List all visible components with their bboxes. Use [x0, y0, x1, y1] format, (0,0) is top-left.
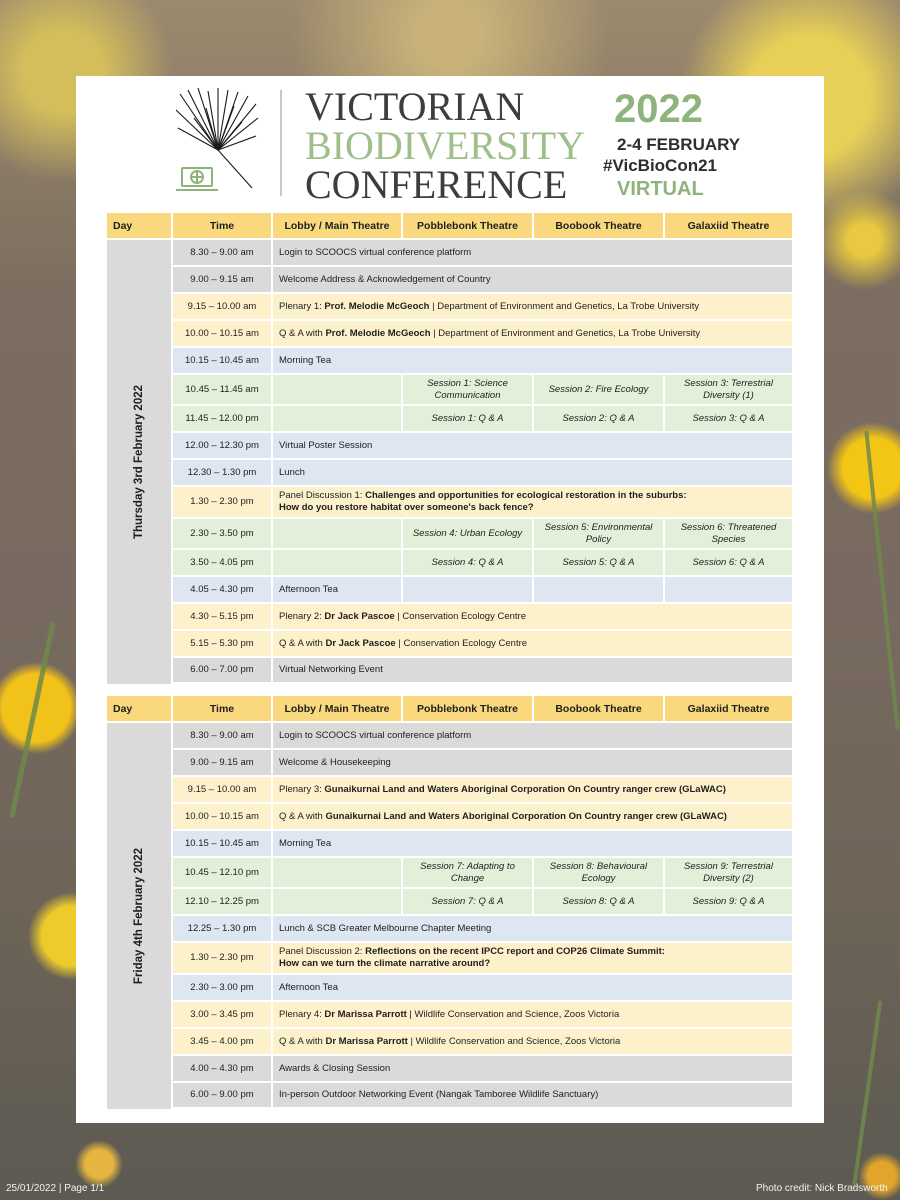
session-time: 4.05 – 4.30 pm: [173, 577, 273, 604]
session-speaker: Reflections on the recent IPCC report and COP26 Climate Summit:: [365, 946, 665, 957]
schedule-row: [173, 487, 794, 519]
pobblebonk-session: Session 4: Urban Ecology: [403, 519, 534, 550]
lobby-cell: [273, 889, 403, 916]
session-speaker: Challenges and opportunities for ecological restoration in the suburbs:: [365, 490, 687, 501]
session-time: 1.30 – 2.30 pm: [173, 487, 273, 519]
session-description-text: Morning Tea: [279, 354, 332, 366]
session-description-text: Welcome & Housekeeping: [279, 756, 391, 768]
schedule-row: [173, 460, 794, 487]
session-time: 10.45 – 12.10 pm: [173, 858, 273, 889]
session-time: 12.25 – 1.30 pm: [173, 916, 273, 943]
session-time: 10.00 – 10.15 am: [173, 321, 273, 348]
session-time: 6.00 – 9.00 pm: [173, 1083, 273, 1109]
session-description: [273, 487, 794, 519]
session-description-text: Plenary 4: Dr Marissa Parrott | Wildlife Conservation and Science, Zoos Victoria: [279, 1008, 620, 1020]
session-subtitle: How do you restore habitat over someone's back fence?: [279, 502, 534, 513]
schedule-row: [173, 1056, 794, 1083]
session-speaker: Dr Jack Pascoe: [324, 610, 395, 622]
table-header-row: [107, 213, 794, 240]
schedule-row: [173, 889, 794, 916]
session-description: [273, 1002, 794, 1029]
session-time: 8.30 – 9.00 am: [173, 240, 273, 267]
session-description: [273, 460, 794, 487]
column-header-lobby: Lobby / Main Theatre: [273, 213, 403, 240]
schedule-row: [173, 294, 794, 321]
schedule-row: [173, 1002, 794, 1029]
session-description: [273, 267, 794, 294]
session-time: 10.15 – 10.45 am: [173, 831, 273, 858]
session-time: 5.15 – 5.30 pm: [173, 631, 273, 658]
session-time: 1.30 – 2.30 pm: [173, 943, 273, 975]
session-subtitle: How can we turn the climate narrative around?: [279, 958, 491, 969]
galaxiid-session: Session 6: Threatened Species: [665, 519, 794, 550]
schedule-row: [173, 348, 794, 375]
session-description: [273, 943, 794, 975]
schedule-row: [173, 831, 794, 858]
session-time: 3.45 – 4.00 pm: [173, 1029, 273, 1056]
session-speaker: Gunaikurnai Land and Waters Aboriginal Corporation On Country ranger crew (GLaWAC): [324, 783, 726, 795]
session-time: 9.15 – 10.00 am: [173, 294, 273, 321]
schedule-row: [173, 777, 794, 804]
pobblebonk-session: Session 7: Adapting to Change: [403, 858, 534, 889]
schedule-row: [173, 723, 794, 750]
session-speaker: Dr Marissa Parrott: [325, 1035, 408, 1047]
session-description-text: Q & A with Prof. Melodie McGeoch | Department of Environment and Genetics, La Trobe University: [279, 327, 701, 339]
session-description: [273, 321, 794, 348]
session-time: 12.30 – 1.30 pm: [173, 460, 273, 487]
session-description-text: Panel Discussion 2: Reflections on the recent IPCC report and COP26 Climate Summit: How can we turn the climate narrative around?: [279, 946, 665, 969]
session-description-text: Login to SCOOCS virtual conference platform: [279, 729, 472, 741]
schedule-row: [173, 375, 794, 406]
session-time: 2.30 – 3.00 pm: [173, 975, 273, 1002]
schedule-row: [173, 1083, 794, 1109]
column-header-pobblebonk: Pobblebonk Theatre: [403, 213, 534, 240]
session-description: [273, 750, 794, 777]
boobook-session: Session 5: Environmental Policy: [534, 519, 665, 550]
session-speaker: Prof. Melodie McGeoch: [324, 300, 430, 312]
conference-year: 2022: [614, 87, 703, 131]
session-time: 8.30 – 9.00 am: [173, 723, 273, 750]
column-header-day: Day: [107, 696, 173, 723]
session-description: [273, 1029, 794, 1056]
session-description: [273, 916, 794, 943]
schedule-row: [173, 577, 794, 604]
conference-logo-icon: [176, 88, 260, 194]
column-header-boobook: Boobook Theatre: [534, 213, 665, 240]
boobook-session: Session 5: Q & A: [534, 550, 665, 577]
session-time: 4.00 – 4.30 pm: [173, 1056, 273, 1083]
session-description: [273, 777, 794, 804]
session-description: [273, 723, 794, 750]
lobby-cell: [273, 858, 403, 889]
session-time: 12.10 – 12.25 pm: [173, 889, 273, 916]
session-time: 10.00 – 10.15 am: [173, 804, 273, 831]
pobblebonk-session: [403, 577, 534, 604]
column-header-day: Day: [107, 213, 173, 240]
session-description-text: In-person Outdoor Networking Event (Nangak Tamboree Wildlife Sanctuary): [279, 1089, 599, 1100]
pobblebonk-session: Session 7: Q & A: [403, 889, 534, 916]
session-time: 11.45 – 12.00 pm: [173, 406, 273, 433]
column-header-boobook: Boobook Theatre: [534, 696, 665, 723]
schedule-rows: [173, 240, 794, 684]
session-description: [273, 1083, 794, 1109]
session-description-text: Virtual Networking Event: [279, 664, 383, 675]
galaxiid-session: Session 9: Terrestrial Diversity (2): [665, 858, 794, 889]
schedule-row: [173, 1029, 794, 1056]
header-divider: [280, 90, 282, 196]
column-header-galaxiid: Galaxiid Theatre: [665, 696, 794, 723]
session-description: [273, 658, 794, 684]
session-speaker: Dr Marissa Parrott: [324, 1008, 407, 1020]
schedule-row: [173, 750, 794, 777]
galaxiid-session: [665, 577, 794, 604]
session-description: [273, 831, 794, 858]
session-description-text: Afternoon Tea: [279, 981, 338, 993]
lobby-cell: Afternoon Tea: [273, 577, 403, 604]
schedule-rows: [173, 723, 794, 1109]
pobblebonk-session: Session 1: Science Communication: [403, 375, 534, 406]
galaxiid-session: Session 3: Q & A: [665, 406, 794, 433]
schedule-row: [173, 916, 794, 943]
title-line-1: VICTORIAN: [305, 84, 525, 129]
session-description: [273, 348, 794, 375]
boobook-session: Session 2: Fire Ecology: [534, 375, 665, 406]
lobby-cell: [273, 550, 403, 577]
footer-date-page: 25/01/2022 | Page 1/1: [6, 1183, 105, 1194]
boobook-session: Session 8: Behavioural Ecology: [534, 858, 665, 889]
schedule-row: [173, 631, 794, 658]
column-header-pobblebonk: Pobblebonk Theatre: [403, 696, 534, 723]
conference-dates: 2-4 FEBRUARY: [617, 135, 741, 154]
session-time: 9.00 – 9.15 am: [173, 267, 273, 294]
session-description-text: Login to SCOOCS virtual conference platform: [279, 246, 472, 258]
session-description-text: Plenary 2: Dr Jack Pascoe | Conservation Ecology Centre: [279, 610, 526, 622]
day-label: Thursday 3rd February 2022: [133, 384, 145, 540]
session-description-text: Q & A with Gunaikurnai Land and Waters Aboriginal Corporation On Country ranger crew (GLaWAC): [279, 810, 727, 822]
session-description: [273, 975, 794, 1002]
schedule-row: [173, 943, 794, 975]
schedule-row: [173, 858, 794, 889]
footer-photo-credit: Photo credit: Nick Bradsworth: [756, 1183, 888, 1194]
session-description: [273, 240, 794, 267]
session-description-text: Q & A with Dr Jack Pascoe | Conservation Ecology Centre: [279, 637, 528, 649]
schedule-row: [173, 519, 794, 550]
background-flower-stem: [852, 1001, 882, 1190]
session-description: [273, 804, 794, 831]
galaxiid-session: Session 6: Q & A: [665, 550, 794, 577]
session-description: [273, 433, 794, 460]
schedule-row: [173, 240, 794, 267]
day-label: Friday 4th February 2022: [133, 847, 145, 985]
schedule-row: [173, 804, 794, 831]
session-description-text: Awards & Closing Session: [279, 1062, 391, 1074]
session-time: 2.30 – 3.50 pm: [173, 519, 273, 550]
boobook-session: Session 8: Q & A: [534, 889, 665, 916]
session-description-text: Morning Tea: [279, 837, 332, 849]
background-flower-stem: [864, 431, 899, 730]
day-label-column: [107, 723, 173, 1109]
session-description: [273, 1056, 794, 1083]
pobblebonk-session: Session 1: Q & A: [403, 406, 534, 433]
session-speaker: Prof. Melodie McGeoch: [325, 327, 431, 339]
session-time: 12.00 – 12.30 pm: [173, 433, 273, 460]
session-time: 6.00 – 7.00 pm: [173, 658, 273, 684]
lobby-cell: [273, 406, 403, 433]
schedule-row: [173, 267, 794, 294]
pobblebonk-session: Session 4: Q & A: [403, 550, 534, 577]
session-time: 9.00 – 9.15 am: [173, 750, 273, 777]
session-time: 9.15 – 10.00 am: [173, 777, 273, 804]
session-description: [273, 631, 794, 658]
background-flower-stem: [9, 622, 55, 819]
session-speaker: Dr Jack Pascoe: [325, 637, 396, 649]
lobby-cell: [273, 519, 403, 550]
conference-hashtag: #VicBioCon21: [603, 156, 718, 175]
schedule-row: [173, 321, 794, 348]
schedule-row: [173, 550, 794, 577]
boobook-session: Session 2: Q & A: [534, 406, 665, 433]
session-description-text: Plenary 1: Prof. Melodie McGeoch | Department of Environment and Genetics, La Trobe University: [279, 300, 700, 312]
column-header-lobby: Lobby / Main Theatre: [273, 696, 403, 723]
schedule-row: [173, 433, 794, 460]
title-line-2: BIODIVERSITY: [305, 123, 585, 168]
day-label-column: [107, 240, 173, 684]
session-time: 4.30 – 5.15 pm: [173, 604, 273, 631]
session-time: 10.45 – 11.45 am: [173, 375, 273, 406]
session-time: 3.50 – 4.05 pm: [173, 550, 273, 577]
column-header-time: Time: [173, 696, 273, 723]
thursday-schedule-table: [107, 213, 794, 682]
schedule-row: [173, 604, 794, 631]
session-description-text: Q & A with Dr Marissa Parrott | Wildlife Conservation and Science, Zoos Victoria: [279, 1035, 621, 1047]
session-description-text: Lunch & SCB Greater Melbourne Chapter Meeting: [279, 922, 492, 934]
session-time: 10.15 – 10.45 am: [173, 348, 273, 375]
friday-schedule-table: [107, 696, 794, 1108]
column-header-time: Time: [173, 213, 273, 240]
galaxiid-session: Session 9: Q & A: [665, 889, 794, 916]
lobby-cell: [273, 375, 403, 406]
table-header-row: [107, 696, 794, 723]
title-line-3: CONFERENCE: [305, 162, 568, 207]
conference-mode: VIRTUAL: [617, 178, 704, 200]
session-description-text: Welcome Address & Acknowledgement of Country: [279, 273, 491, 285]
session-description: [273, 604, 794, 631]
column-header-galaxiid: Galaxiid Theatre: [665, 213, 794, 240]
session-speaker: Gunaikurnai Land and Waters Aboriginal Corporation On Country ranger crew (GLaWAC): [325, 810, 727, 822]
schedule-row: [173, 975, 794, 1002]
schedule-row: [173, 658, 794, 684]
session-description-text: Virtual Poster Session: [279, 439, 373, 451]
boobook-session: [534, 577, 665, 604]
schedule-row: [173, 406, 794, 433]
session-description-text: Panel Discussion 1: Challenges and opportunities for ecological restoration in the suburbs: How do you restore habitat over someone's back fence?: [279, 490, 687, 513]
session-description-text: Plenary 3: Gunaikurnai Land and Waters Aboriginal Corporation On Country ranger crew (GLaWAC): [279, 783, 726, 795]
galaxiid-session: Session 3: Terrestrial Diversity (1): [665, 375, 794, 406]
session-description-text: Lunch: [279, 466, 305, 478]
session-description: [273, 294, 794, 321]
session-time: 3.00 – 3.45 pm: [173, 1002, 273, 1029]
